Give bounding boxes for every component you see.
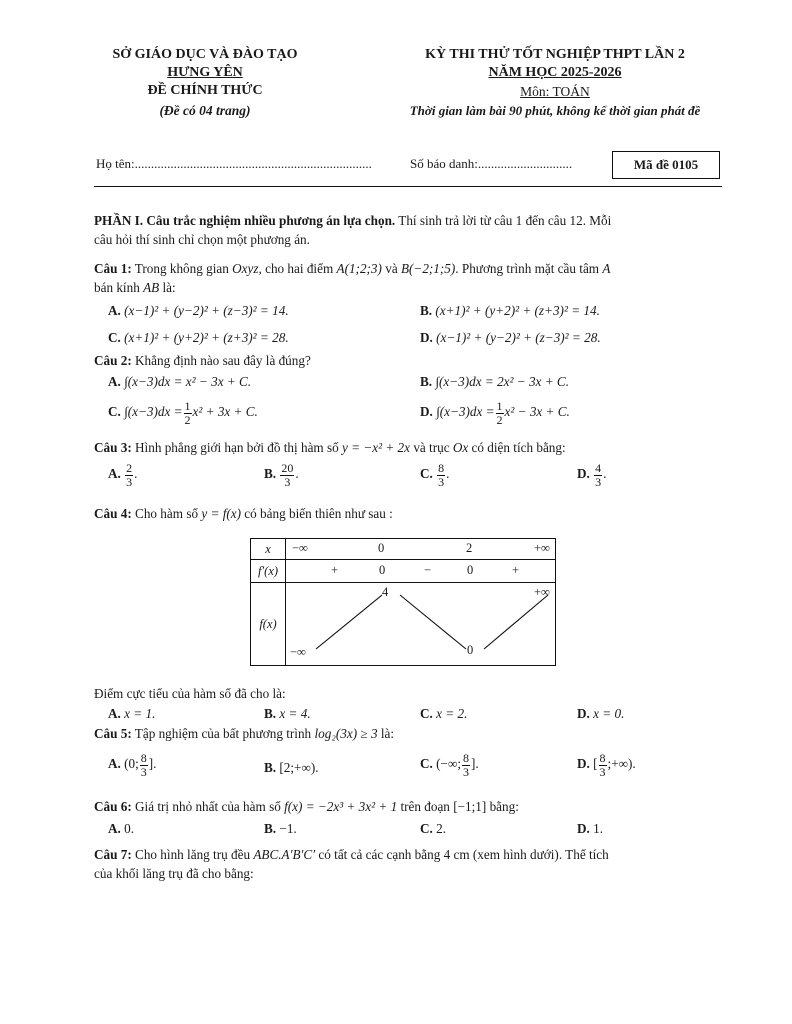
q1-stem-line2: bán kính AB là:: [94, 280, 176, 295]
vt-fp-0: +: [331, 563, 339, 577]
q3-option-a[interactable]: A. $\frac{2}{3}$ .: [108, 461, 138, 489]
q4-option-d[interactable]: D. x = 0.: [577, 706, 625, 721]
q6-option-a[interactable]: A. 0.: [108, 821, 135, 836]
vt-fp-row: [286, 560, 556, 583]
q7-stem: Câu 7: Cho hình lăng trụ đều ABC.A′B′C′ có tất cả các cạnh bằng 4 cm (xem hình dưới). Thể tích: [94, 847, 609, 862]
q3-stem: Câu 3: Hình phẳng giới hạn bởi đồ thị hàm số y = −x² + 2x và trục Ox có diện tích bằng:: [94, 440, 566, 455]
part1-instruction: câu hỏi thí sinh chỉ chọn một phương án.: [94, 232, 310, 247]
q1-option-a[interactable]: A. (x−1)² + (y−2)² + (z−3)² = 14.: [108, 303, 289, 318]
q2-stem: Câu 2: Khẳng định nào sau đây là đúng?: [94, 353, 311, 368]
province-name: HƯNG YÊN: [167, 65, 243, 80]
subject: Môn: TOÁN: [520, 84, 590, 99]
q3-option-c[interactable]: C. $\frac{8}{3}$ .: [420, 461, 450, 489]
official-label: ĐỀ CHÍNH THỨC: [147, 83, 263, 98]
vt-arrow-up-2: [484, 595, 548, 649]
q3-option-b[interactable]: B. $\frac{20}{3}$ .: [264, 461, 299, 489]
q2-option-a[interactable]: A. ∫(x−3)dx = x² − 3x + C.: [108, 374, 252, 389]
vt-arrow-up-1: [316, 595, 382, 649]
vt-x-0: −∞: [292, 541, 308, 555]
time-limit: Thời gian làm bài 90 phút, không kể thời gian phát đề: [409, 103, 701, 118]
q5-option-d[interactable]: D. [ $\frac{8}{3}$ ;+∞).: [577, 751, 636, 779]
vt-arrows: [286, 583, 556, 665]
q5-option-c[interactable]: C. (−∞; $\frac{8}{3}$ ].: [420, 751, 479, 779]
q2-option-c[interactable]: C. ∫(x−3)dx = $\frac{1}{2}$ x² + 3x + C.: [108, 399, 258, 427]
vt-f-label: f(x): [251, 583, 286, 666]
vt-x-label: x: [251, 539, 286, 560]
page-count: (Đề có 04 trang): [159, 103, 251, 118]
candidate-name-field: Họ tên:.........................................................................: [96, 156, 372, 171]
vt-x-row: [286, 539, 556, 560]
q6-stem: Câu 6: Giá trị nhỏ nhất của hàm số f(x) = −2x³ + 3x² + 1 trên đoạn [−1;1] bằng:: [94, 799, 519, 814]
q4-question: Điểm cực tiểu của hàm số đã cho là:: [94, 686, 286, 701]
vt-x-1: 0: [378, 541, 385, 555]
q1-option-d[interactable]: D. (x−1)² + (y−2)² + (z−3)² = 28.: [420, 330, 601, 345]
q1-stem: Câu 1: Trong không gian Oxyz, cho hai điểm A(1;2;3) và B(−2;1;5). Phương trình mặt cầu tâm A: [94, 261, 611, 276]
vt-fp-1: 0: [379, 563, 386, 577]
exam-title: KỲ THI THỬ TỐT NGHIỆP THPT LẦN 2: [425, 47, 685, 62]
q5-option-b[interactable]: B. [2;+∞).: [264, 760, 319, 775]
q2-option-d[interactable]: D. ∫(x−3)dx = $\frac{1}{2}$ x² − 3x + C.: [420, 399, 570, 427]
vt-arrow-down: [400, 595, 466, 649]
q6-option-b[interactable]: B. −1.: [264, 821, 297, 836]
vt-f-0: −∞: [290, 645, 306, 659]
candidate-id-field: Số báo danh:.............................: [410, 156, 573, 171]
q1-option-c[interactable]: C. (x+1)² + (y+2)² + (z+3)² = 28.: [108, 330, 289, 345]
vt-fp-label: f′(x): [251, 560, 286, 583]
q5-stem: Câu 5: Tập nghiệm của bất phương trình log₂(3x) ≥ 3 là:: [94, 726, 395, 741]
q4-stem: Câu 4: Cho hàm số y = f(x) có bảng biến thiên như sau :: [94, 506, 393, 521]
school-year: NĂM HỌC 2025-2026: [488, 65, 622, 80]
exam-code-box: Mã đề 0105: [612, 151, 720, 179]
vt-fp-2: −: [424, 563, 432, 577]
q2-option-b[interactable]: B. ∫(x−3)dx = 2x² − 3x + C.: [420, 374, 569, 389]
q4-option-c[interactable]: C. x = 2.: [420, 706, 468, 721]
vt-fp-4: +: [512, 563, 520, 577]
q1-option-b[interactable]: B. (x+1)² + (y+2)² + (z+3)² = 14.: [420, 303, 600, 318]
vt-f-row: [286, 583, 556, 666]
vt-fp-3: 0: [467, 563, 474, 577]
q4-option-a[interactable]: A. x = 1.: [108, 706, 156, 721]
department-name: SỞ GIÁO DỤC VÀ ĐÀO TẠO: [112, 47, 298, 62]
header-divider: [94, 186, 722, 187]
vt-f-3: +∞: [534, 585, 550, 599]
q6-option-d[interactable]: D. 1.: [577, 821, 604, 836]
variation-table: [250, 538, 556, 666]
q5-option-a[interactable]: A. (0; $\frac{8}{3}$ ].: [108, 751, 157, 779]
vt-x-2: 2: [466, 541, 473, 555]
vt-x-3: +∞: [534, 541, 550, 555]
q7-stem-line2: của khối lăng trụ đã cho bằng:: [94, 866, 254, 881]
part1-title: PHẦN I. Câu trắc nghiệm nhiều phương án lựa chọn. Thí sinh trả lời từ câu 1 đến câu 12. Mỗi: [94, 213, 612, 228]
q4-option-b[interactable]: B. x = 4.: [264, 706, 311, 721]
q3-option-d[interactable]: D. $\frac{4}{3}$ .: [577, 461, 607, 489]
vt-f-1: 4: [382, 585, 389, 599]
vt-f-2: 0: [467, 643, 474, 657]
q6-option-c[interactable]: C. 2.: [420, 821, 447, 836]
